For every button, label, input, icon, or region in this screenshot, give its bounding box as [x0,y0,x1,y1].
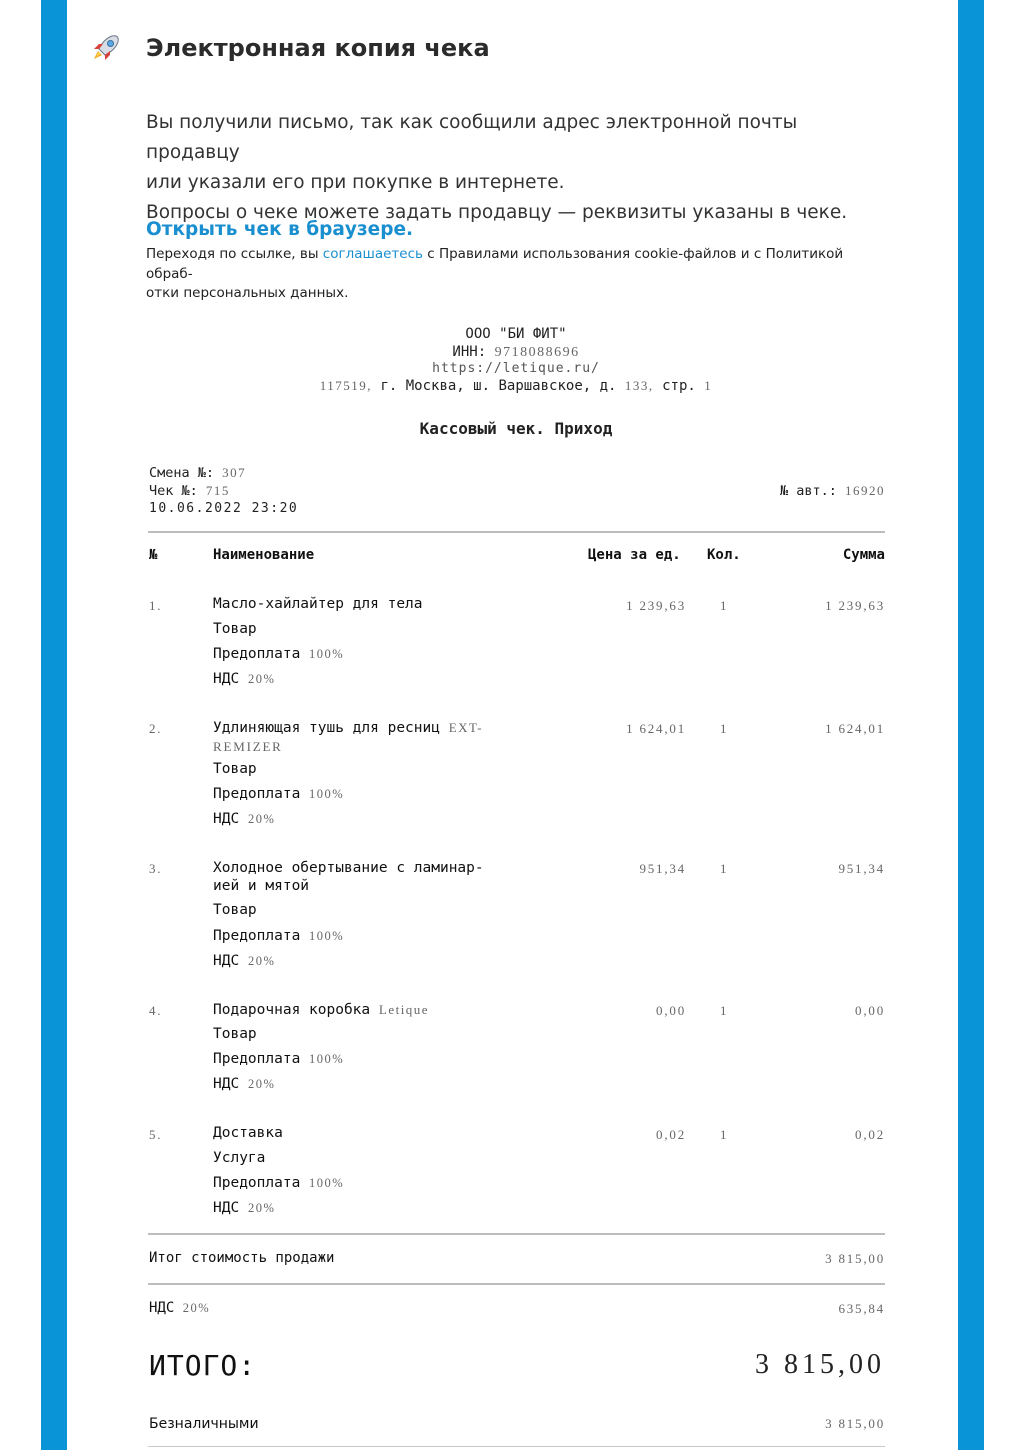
open-in-browser-link[interactable]: Открыть чек в браузере. [146,219,414,240]
item-number: 1. [149,598,163,613]
item-number: 4. [149,1003,163,1018]
item-qty: 1 [720,861,729,876]
cookie-text: отки персональных данных. [146,285,349,301]
seller-inn [146,344,886,361]
auto-value: 16920 [845,483,885,498]
item-name: Масло-хайлайтер для тела [213,596,423,612]
frame-right-bar [958,0,984,1450]
item-number: 2. [149,721,163,736]
vat-label: НДС [213,671,240,687]
item-sum: 1 239,63 [825,598,885,613]
vat-total-value: 635,84 [838,1301,885,1316]
addr-zip: 117519, [319,378,373,393]
item-sum: 951,34 [838,861,885,876]
item-prepay [213,786,344,802]
item-sum: 1 624,01 [825,721,885,736]
vat-value: 20% [247,672,276,686]
shift-value: 307 [222,465,247,480]
check-label: Чек №: [149,483,198,499]
receipt-datetime: 10.06.2022 23:20 [149,501,299,516]
cookie-notice [146,245,891,304]
item-name-cont: ией и мятой [213,878,310,894]
item-kind: Услуга [213,1150,266,1166]
seller-name: ООО "БИ ФИТ" [465,326,567,342]
agree-link[interactable]: соглашаетесь [322,246,423,262]
item-price: 951,34 [639,861,686,876]
intro-text [146,108,886,228]
col-header-no: № [149,547,158,563]
vat-value: 20% [247,812,276,826]
item-name: Доставка [213,1125,283,1141]
item-vat [213,953,275,969]
item-name-text: Подарочная коробка [213,1002,371,1018]
vat-label: НДС [213,953,240,969]
addr-house: 133, [624,378,654,393]
shift-line [149,465,246,481]
prepay-value: 100% [309,647,345,661]
item-kind: Товар [213,621,257,637]
auto-number-line [780,483,885,499]
divider [148,1233,885,1235]
inn-label: ИНН: [452,344,487,360]
intro-line: Вы получили письмо, так как сообщили адрес электронной почты продавцу [146,112,798,163]
item-name-text: Удлиняющая тушь для ресниц [213,720,440,736]
total-value: 3 815,00 [755,1349,885,1380]
prepay-value: 100% [309,1052,345,1066]
vat-label: НДС [213,1200,240,1216]
addr-city: г. Москва, ш. Варшавское, д. [380,378,617,394]
item-vat [213,671,275,687]
prepay-label: Предоплата [213,786,301,802]
inn-value: 9718088696 [494,345,580,360]
vat-label: НДС [213,811,240,827]
frame-left-bar [41,0,67,1450]
cashless-label: Безналичными [149,1416,259,1432]
prepay-value: 100% [309,787,345,801]
item-price: 1 624,01 [626,721,686,736]
prepay-label: Предоплата [213,1175,301,1191]
item-kind: Товар [213,902,257,918]
item-kind: Товар [213,1026,257,1042]
auto-label: № авт.: [779,483,837,499]
item-prepay [213,646,344,662]
intro-line: Вопросы о чеке можете задать продавцу — реквизиты указаны в чеке. [146,202,848,223]
prepay-value: 100% [309,929,345,943]
item-sum: 0,00 [855,1003,885,1018]
addr-str-num: 1 [704,378,713,393]
col-header-qty: Кол. [707,547,741,563]
vat-total-line [149,1300,210,1316]
col-header-price: Цена за ед. [588,547,681,563]
item-price: 0,02 [656,1127,686,1142]
prepay-label: Предоплата [213,928,301,944]
divider [148,1283,885,1285]
vat-total-rate: 20% [182,1301,211,1315]
divider [148,1446,885,1447]
shift-label: Смена №: [149,465,215,481]
subtotal-value: 3 815,00 [825,1251,885,1266]
item-vat [213,1200,275,1216]
col-header-name: Наименование [213,547,315,563]
total-label: ИТОГО: [149,1349,257,1382]
item-name [213,1002,429,1018]
item-number: 3. [149,861,163,876]
intro-line: или указали его при покупке в интернете. [146,172,565,193]
item-name: Холодное обертывание с ламинар- [213,860,484,876]
rocket-icon [90,32,122,64]
item-price: 1 239,63 [626,598,686,613]
item-kind: Товар [213,761,257,777]
item-name-extra: Letique [378,1002,430,1017]
prepay-label: Предоплата [213,646,301,662]
vat-value: 20% [247,1077,276,1091]
check-value: 715 [205,483,230,498]
item-sum: 0,02 [855,1127,885,1142]
vat-label: НДС [213,1076,240,1092]
check-line [149,483,230,499]
vat-value: 20% [247,954,276,968]
item-qty: 1 [720,1127,729,1142]
seller-site: https://letique.ru/ [432,361,600,376]
page-title: Электронная копия чека [146,34,490,62]
prepay-label: Предоплата [213,1051,301,1067]
item-name-cont: REMIZER [213,739,283,754]
item-qty: 1 [720,1003,729,1018]
vat-total-label: НДС [149,1300,175,1316]
vat-value: 20% [247,1201,276,1215]
subtotal-label: Итог стоимость продажи [149,1250,335,1266]
addr-str: стр. [662,378,696,394]
cashless-value: 3 815,00 [825,1416,885,1431]
receipt-title: Кассовый чек. Приход [419,419,613,438]
cookie-text: Переходя по ссылке, вы [146,246,323,262]
item-qty: 1 [720,598,729,613]
item-vat [213,1076,275,1092]
item-qty: 1 [720,721,729,736]
item-price: 0,00 [656,1003,686,1018]
prepay-value: 100% [309,1176,345,1190]
item-number: 5. [149,1127,163,1142]
col-header-sum: Сумма [842,547,885,563]
item-vat [213,811,275,827]
seller-address [146,378,886,394]
divider [148,531,885,533]
cookie-text: с Правилами использования cookie-файлов и с Политикой обраб- [146,246,844,282]
item-name-extra: EXT- [448,720,484,735]
item-name [213,720,483,736]
item-prepay [213,1051,344,1067]
item-prepay [213,1175,344,1191]
item-prepay [213,928,344,944]
